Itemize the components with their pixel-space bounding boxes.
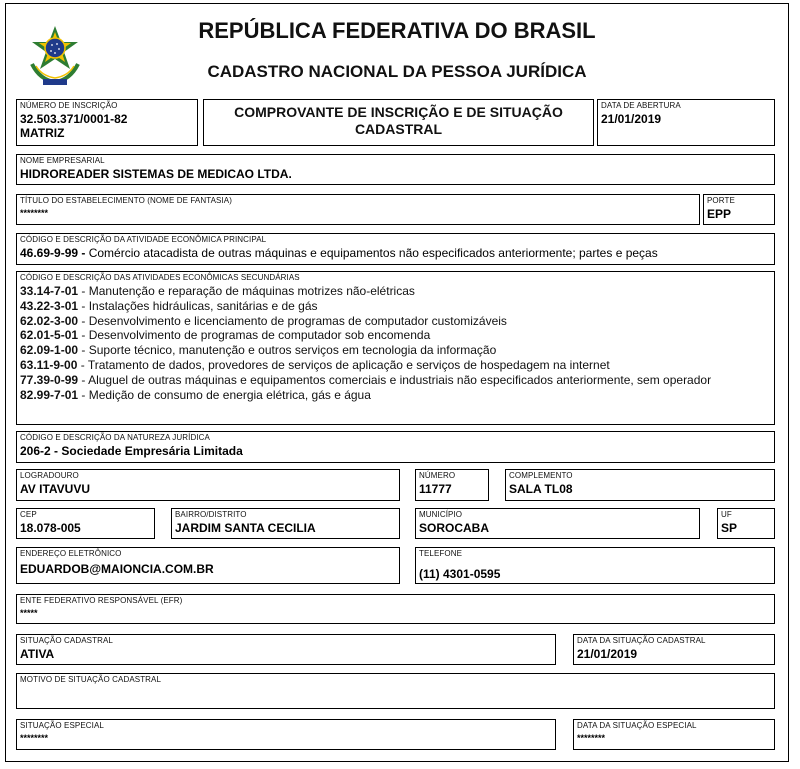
cnpj-document xyxy=(5,3,789,762)
field-value: SALA TL08 xyxy=(509,482,573,496)
activity-code: 62.01-5-01 xyxy=(20,328,79,343)
secondary-activity-row xyxy=(20,328,770,343)
field-nome-fantasia xyxy=(16,194,700,225)
field-label: ENDEREÇO ELETRÔNICO xyxy=(20,549,122,558)
field-logradouro xyxy=(16,469,400,501)
secondary-activities-list xyxy=(20,284,770,402)
field-value: SOROCABA xyxy=(419,521,490,535)
activity-desc: Comércio atacadista de outras máquinas e equipamentos não especificados anteriormente; partes e peças xyxy=(88,246,658,260)
field-value: HIDROREADER SISTEMAS DE MEDICAO LTDA. xyxy=(20,167,292,181)
comprovante-line2: CADASTRAL xyxy=(354,121,443,137)
field-label: CEP xyxy=(20,510,37,519)
activity-separator: - xyxy=(78,284,89,298)
activity-code: 43.22-3-01 xyxy=(20,298,79,313)
activity-code: 46.69-9-99 xyxy=(20,246,79,260)
field-value: ATIVA xyxy=(20,647,55,661)
field-data-situacao xyxy=(573,634,775,665)
activity-desc: Aluguel de outras máquinas e equipamentos comerciais e industriais não especificados anteriormente, sem operador xyxy=(88,372,712,387)
field-label: TELEFONE xyxy=(419,549,463,558)
document-title: REPÚBLICA FEDERATIVA DO BRASIL xyxy=(198,18,596,43)
field-label: SITUAÇÃO CADASTRAL xyxy=(20,636,113,645)
field-label: CÓDIGO E DESCRIÇÃO DA NATUREZA JURÍDICA xyxy=(20,433,210,442)
secondary-activity-row xyxy=(20,388,770,403)
activity-desc: Tratamento de dados, provedores de serviços de aplicação e serviços de hospedagem na internet xyxy=(87,357,610,372)
field-value: 32.503.371/0001-82 xyxy=(20,112,128,126)
field-atividade-principal xyxy=(16,233,775,265)
activity-code: 62.02-3-00 xyxy=(20,313,79,328)
field-natureza-juridica xyxy=(16,431,775,463)
field-data-situacao-especial xyxy=(573,719,775,750)
comprovante-title-box xyxy=(203,99,594,146)
secondary-activity-row xyxy=(20,373,770,388)
field-value: 11777 xyxy=(419,482,452,496)
field-label: PORTE xyxy=(707,196,735,205)
activity-code: 63.11-9-00 xyxy=(20,357,78,372)
field-label: DATA DA SITUAÇÃO CADASTRAL xyxy=(577,636,706,645)
field-telefone xyxy=(415,547,775,584)
field-label: NOME EMPRESARIAL xyxy=(20,156,105,165)
field-numero xyxy=(415,469,489,501)
activity-code: 77.39-0-99 xyxy=(20,372,79,387)
field-value: EPP xyxy=(707,207,732,221)
secondary-activity-row xyxy=(20,314,770,329)
field-label: CÓDIGO E DESCRIÇÃO DA ATIVIDADE ECONÔMICA PRINCIPAL xyxy=(20,235,267,244)
field-value-tipo: MATRIZ xyxy=(20,126,65,140)
activity-code: 33.14-7-01 xyxy=(20,284,79,298)
secondary-activity-row xyxy=(20,299,770,314)
activity-code: 62.09-1-00 xyxy=(20,343,79,358)
field-nome-empresarial xyxy=(16,154,775,185)
field-situacao-cadastral xyxy=(16,634,556,665)
field-inscricao xyxy=(16,99,198,146)
field-label: SITUAÇÃO ESPECIAL xyxy=(20,721,104,730)
field-label: MOTIVO DE SITUAÇÃO CADASTRAL xyxy=(20,675,162,684)
field-porte xyxy=(703,194,775,225)
activity-desc: Medição de consumo de energia elétrica, gás e água xyxy=(88,387,371,402)
document-subtitle: CADASTRO NACIONAL DA PESSOA JURÍDICA xyxy=(207,62,587,81)
activity-separator: - xyxy=(78,313,89,328)
field-situacao-especial xyxy=(16,719,556,750)
field-value: ******** xyxy=(20,208,49,218)
activity-desc: Desenvolvimento de programas de computador sob encomenda xyxy=(88,328,431,343)
activity-code: 82.99-7-01 xyxy=(20,387,79,402)
field-value: ******** xyxy=(20,733,49,743)
field-value: EDUARDOB@MAIONCIA.COM.BR xyxy=(20,562,214,576)
field-cep xyxy=(16,508,155,539)
secondary-activity-row xyxy=(20,358,770,373)
field-label: ENTE FEDERATIVO RESPONSÁVEL (EFR) xyxy=(20,596,183,605)
field-value: AV ITAVUVU xyxy=(20,482,91,496)
field-label: NÚMERO xyxy=(419,471,456,480)
field-municipio xyxy=(415,508,700,539)
activity-desc: Suporte técnico, manutenção e outros serviços em tecnologia da informação xyxy=(88,343,497,358)
activity-desc: Manutenção e reparação de máquinas motrizes não-elétricas xyxy=(88,284,415,298)
field-label: DATA DA SITUAÇÃO ESPECIAL xyxy=(577,721,697,730)
activity-desc: Desenvolvimento e licenciamento de programas de computador customizáveis xyxy=(88,313,507,328)
field-bairro xyxy=(171,508,400,539)
activity-desc: Instalações hidráulicas, sanitárias e de gás xyxy=(88,298,318,313)
secondary-activity-row xyxy=(20,284,770,299)
field-value: ***** xyxy=(20,608,38,618)
field-value: SP xyxy=(721,521,738,535)
activity-separator: - xyxy=(78,328,89,343)
field-label: BAIRRO/DISTRITO xyxy=(175,510,247,519)
field-motivo-situacao xyxy=(16,673,775,709)
field-value: 21/01/2019 xyxy=(601,112,662,126)
field-value: 18.078-005 xyxy=(20,521,81,535)
field-label: UF xyxy=(721,510,732,519)
field-label: DATA DE ABERTURA xyxy=(601,101,681,110)
field-label: COMPLEMENTO xyxy=(509,471,573,480)
field-abertura xyxy=(597,99,775,146)
secondary-activity-row xyxy=(20,343,770,358)
field-label: MUNICÍPIO xyxy=(419,510,463,519)
field-value: JARDIM SANTA CECILIA xyxy=(175,521,316,535)
field-label: NÚMERO DE INSCRIÇÃO xyxy=(20,101,118,110)
field-value: 206-2 - Sociedade Empresária Limitada xyxy=(20,444,243,458)
field-uf xyxy=(717,508,775,539)
field-label: CÓDIGO E DESCRIÇÃO DAS ATIVIDADES ECONÔMICAS SECUNDÁRIAS xyxy=(20,273,300,282)
activity-separator: - xyxy=(78,387,89,402)
comprovante-line1: COMPROVANTE DE INSCRIÇÃO E DE SITUAÇÃO xyxy=(234,104,563,120)
field-complemento xyxy=(505,469,775,501)
field-atividades-secundarias xyxy=(16,271,775,425)
activity-separator: - xyxy=(78,372,89,387)
activity-separator: - xyxy=(78,343,89,358)
comprovante-title xyxy=(204,104,593,138)
field-label: LOGRADOURO xyxy=(20,471,79,480)
field-value: 21/01/2019 xyxy=(577,647,638,661)
field-label: TÍTULO DO ESTABELECIMENTO (NOME DE FANTASIA) xyxy=(20,196,232,205)
field-value: 46.69-9-99 - Comércio atacadista de outras máquinas e equipamentos não especificados anteriormente; partes e peças xyxy=(20,246,658,260)
field-value: (11) 4301-0595 xyxy=(419,567,501,581)
activity-separator: - xyxy=(78,298,89,313)
field-value: ******** xyxy=(577,733,606,743)
field-email xyxy=(16,547,400,584)
activity-separator: - xyxy=(77,357,88,372)
field-efr xyxy=(16,594,775,624)
